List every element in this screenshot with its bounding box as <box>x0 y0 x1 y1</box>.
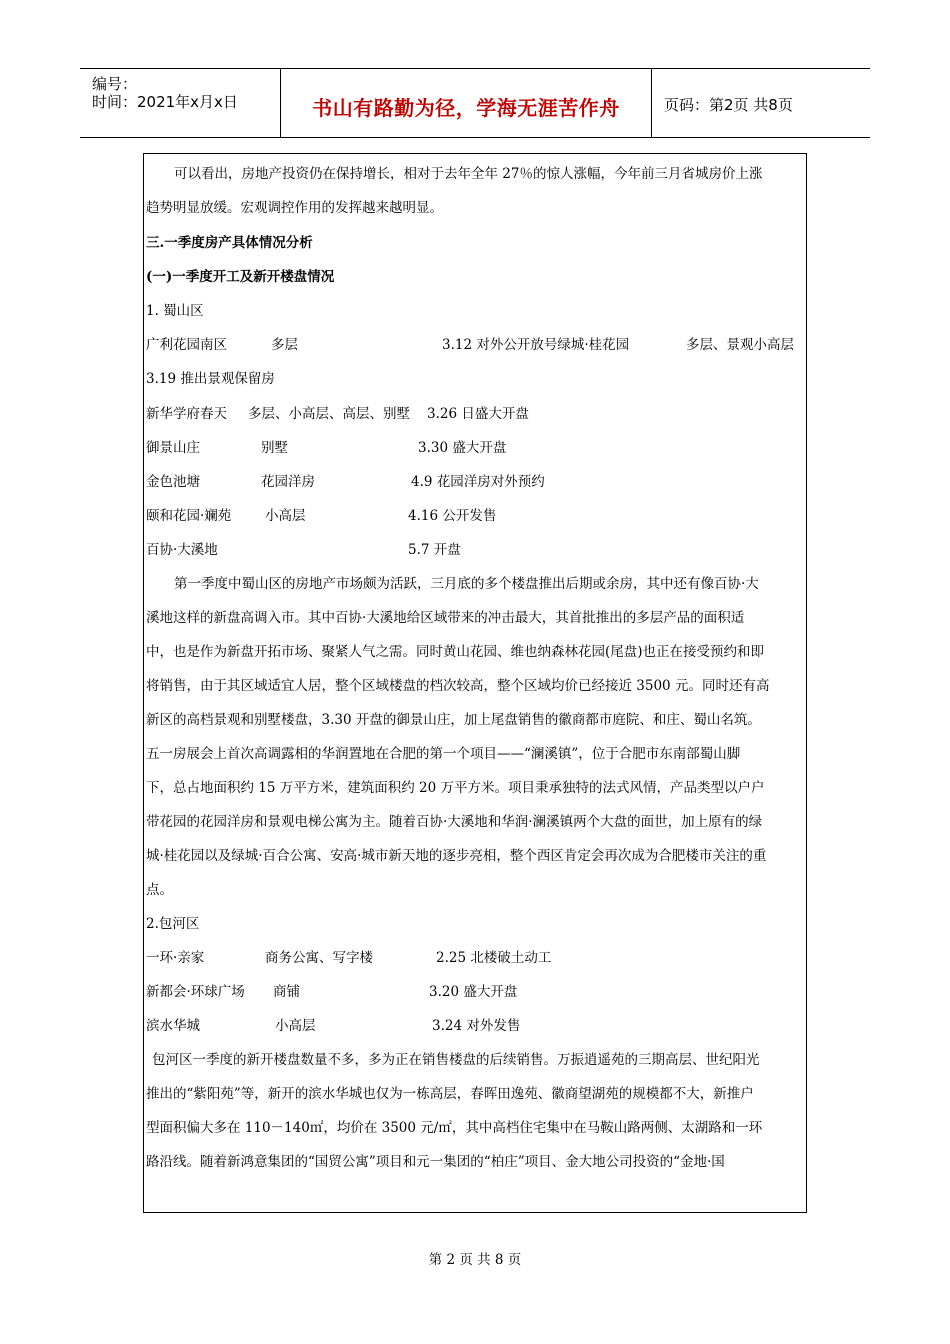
content-box <box>143 153 807 1213</box>
time-label: 时间：2021年x月x日 <box>92 93 238 111</box>
paragraph-line: 推出的“紫阳苑”等，新开的滨水华城也仅为一栋高层，春晖田逸苑、徽商望湖苑的规模都不大，新推户 <box>146 1086 754 1102</box>
header-meta-cell <box>80 69 281 137</box>
table-cell: 颐和花园·斓苑 <box>146 508 232 524</box>
table-cell: 新都会·环球广场 <box>146 984 245 1000</box>
paragraph-line: 将销售，由于其区域适宜人居，整个区域楼盘的档次较高，整个区域均价已经接近 3500 元。同时还有高 <box>146 678 770 694</box>
paragraph-line: 点。 <box>146 882 173 898</box>
number-label: 编号： <box>92 75 138 93</box>
table-cell: 3.12 对外公开放号绿城·桂花园 <box>442 337 630 353</box>
table-cell: 新华学府春天 <box>146 406 227 422</box>
table-cell: 3.24 对外发售 <box>432 1018 521 1034</box>
paragraph-line: 下，总占地面积约 15 万平方米，建筑面积约 20 万平方米。项目秉承独特的法式风情，产品类型以户户 <box>146 780 765 796</box>
table-cell: 广利花园南区 <box>146 337 227 353</box>
paragraph-line: 五一房展会上首次高调露相的华润置地在合肥的第一个项目——“澜溪镇”，位于合肥市东南部蜀山脚 <box>146 746 741 762</box>
paragraph-line: 可以看出，房地产投资仍在保持增长，相对于去年全年 27％的惊人涨幅，今年前三月省城房价上涨 <box>174 166 763 182</box>
section-heading: 三.一季度房产具体情况分析 <box>146 235 313 251</box>
district-heading: 2.包河区 <box>146 916 200 932</box>
table-cell: 别墅 <box>261 440 288 456</box>
page-header <box>80 68 870 138</box>
motto-text: 书山有路勤为径，学海无涯苦作舟 <box>312 96 620 120</box>
page-number-label: 页码：第2页 共8页 <box>664 96 793 114</box>
paragraph-line: 包河区一季度的新开楼盘数量不多，多为正在销售楼盘的后续销售。万振逍遥苑的三期高层、世纪阳光 <box>152 1052 760 1068</box>
table-cell: 多层、小高层、高层、别墅 <box>248 406 410 422</box>
table-cell: 4.16 公开发售 <box>408 508 497 524</box>
table-cell: 2.25 北楼破土动工 <box>436 950 552 966</box>
table-cell: 多层、景观小高层 <box>686 337 794 353</box>
table-cell: 3.20 盛大开盘 <box>429 984 518 1000</box>
paragraph-line: 带花园的花园洋房和景观电梯公寓为主。随着百协·大溪地和华润·澜溪镇两个大盘的面世，加上原有的绿 <box>146 814 763 830</box>
table-cell: 御景山庄 <box>146 440 200 456</box>
header-motto-cell <box>281 69 652 137</box>
paragraph-line: 新区的高档景观和别墅楼盘，3.30 开盘的御景山庄，加上尾盘销售的徽商都市庭院、和庄、蜀山名筑。 <box>146 712 761 728</box>
table-cell: 一环·亲家 <box>146 950 205 966</box>
paragraph-line: 溪地这样的新盘高调入市。其中百协·大溪地给区域带来的冲击最大，其首批推出的多层产品的面积适 <box>146 610 745 626</box>
header-page-cell <box>652 69 870 137</box>
table-cell: 金色池塘 <box>146 474 200 490</box>
paragraph-line: 路沿线。随着新鸿意集团的“国贸公寓”项目和元一集团的“柏庄”项目、金大地公司投资的“金地·国 <box>146 1154 725 1170</box>
table-cell: 3.19 推出景观保留房 <box>146 371 275 387</box>
table-cell: 花园洋房 <box>261 474 315 490</box>
table-cell: 小高层 <box>265 508 306 524</box>
table-cell: 商铺 <box>273 984 300 1000</box>
page-footer: 第 2 页 共 8 页 <box>428 1252 522 1268</box>
subsection-heading: (一)一季度开工及新开楼盘情况 <box>146 269 335 285</box>
paragraph-line: 型面积偏大多在 110－140㎡，均价在 3500 元/㎡，其中高档住宅集中在马鞍山路两侧、太湖路和一环 <box>146 1120 763 1136</box>
table-cell: 多层 <box>271 337 298 353</box>
table-cell: 商务公寓、写字楼 <box>265 950 373 966</box>
table-cell: 滨水华城 <box>146 1018 200 1034</box>
table-cell: 3.26 日盛大开盘 <box>427 406 529 422</box>
district-heading: 1. 蜀山区 <box>146 303 204 319</box>
paragraph-line: 城·桂花园以及绿城·百合公寓、安高·城市新天地的逐步亮相，整个西区肯定会再次成为合肥楼市关注的重 <box>146 848 767 864</box>
paragraph-line: 趋势明显放缓。宏观调控作用的发挥越来越明显。 <box>146 200 443 216</box>
paragraph-line: 中，也是作为新盘开拓市场、聚紧人气之需。同时黄山花园、维也纳森林花园(尾盘)也正在接受预约和即 <box>146 644 765 660</box>
table-cell: 小高层 <box>275 1018 316 1034</box>
table-cell: 4.9 花园洋房对外预约 <box>411 474 545 490</box>
table-cell: 百协·大溪地 <box>146 542 218 558</box>
table-cell: 3.30 盛大开盘 <box>418 440 507 456</box>
table-cell: 5.7 开盘 <box>408 542 461 558</box>
paragraph-line: 第一季度中蜀山区的房地产市场颇为活跃，三月底的多个楼盘推出后期或余房，其中还有像百协·大 <box>174 576 759 592</box>
